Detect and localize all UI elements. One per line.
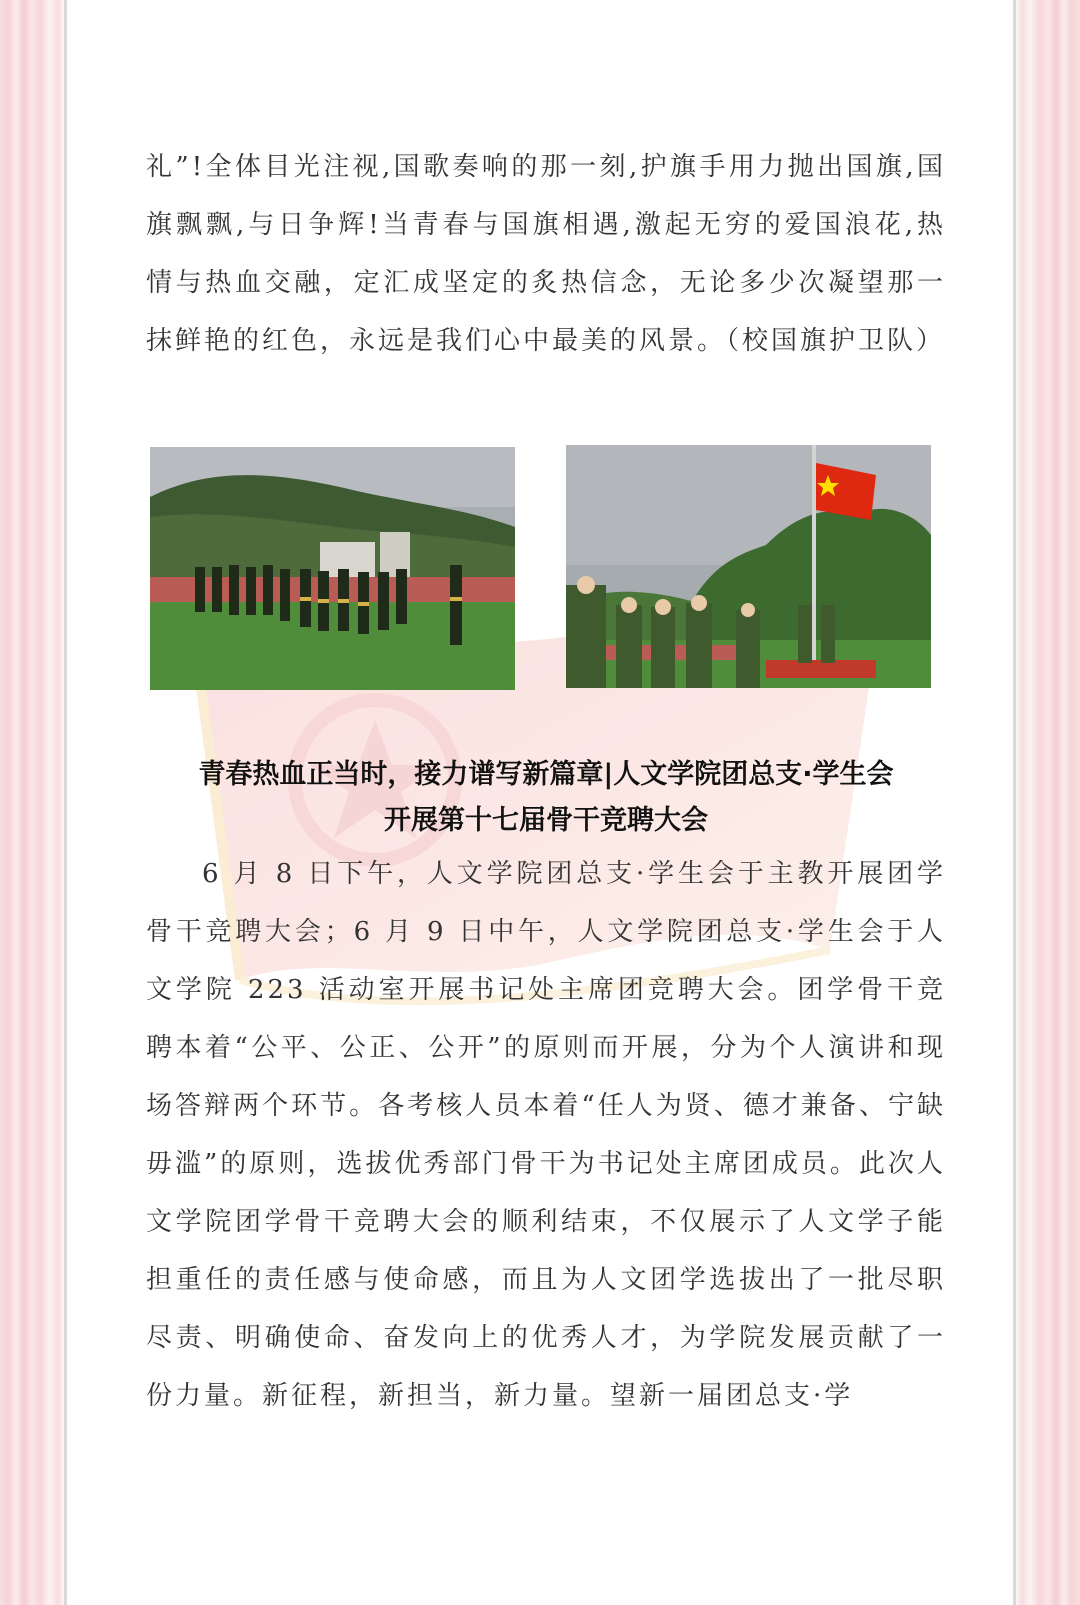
right-decorative-border (1014, 0, 1080, 1605)
headline-line: 开展第十七届骨干竞聘大会 (384, 805, 708, 836)
article-paragraph: 6 月 8 日下午，人文学院团总支·学生会于主教开展团学骨干竞聘大会；6 月 9 日中午，人文学院团总支·学生会于人文学院 223 活动室开展书记处主席团竞聘大会。团学骨干竞聘本着“公平、公正、公开”的原则而开展，分为个人演讲和现场答辩两个环节。各考核人员本着“任人为贤、德才兼备、宁缺毋滥”的原则，选拔优秀部门骨干为书记处主席团成员。此次人文学院团学骨干竞聘大会的顺利结束，不仅展示了人文学子能担重任的责任感与使命感，而且为人文团学选拔出了一批尽职尽责、明确使命、奋发向上的优秀人才，为学院发展贡献了一份力量。新征程，新担当，新力量。望新一届团总支·学 (146, 859, 946, 1411)
article-paragraph: 礼”!全体目光注视,国歌奏响的那一刻,护旗手用力抛出国旗,国旗飘飘,与日争辉!当青春与国旗相遇,激起无穷的爱国浪花,热情与热血交融，定汇成坚定的炙热信念，无论多少次凝望那一抹鲜艳的红色，永远是我们心中最美的风景。（校国旗护卫队） (146, 152, 946, 356)
photo-row (150, 445, 946, 690)
left-border-line (64, 0, 67, 1605)
headline-line: 青春热血正当时，接力谱写新篇章|人文学院团总支·学生会 (198, 759, 894, 790)
right-border-line (1013, 0, 1016, 1605)
flag-raising-photo (566, 445, 931, 688)
article-headline (142, 752, 950, 844)
left-decorative-border (0, 0, 66, 1605)
honor-guard-field-photo (150, 447, 515, 690)
